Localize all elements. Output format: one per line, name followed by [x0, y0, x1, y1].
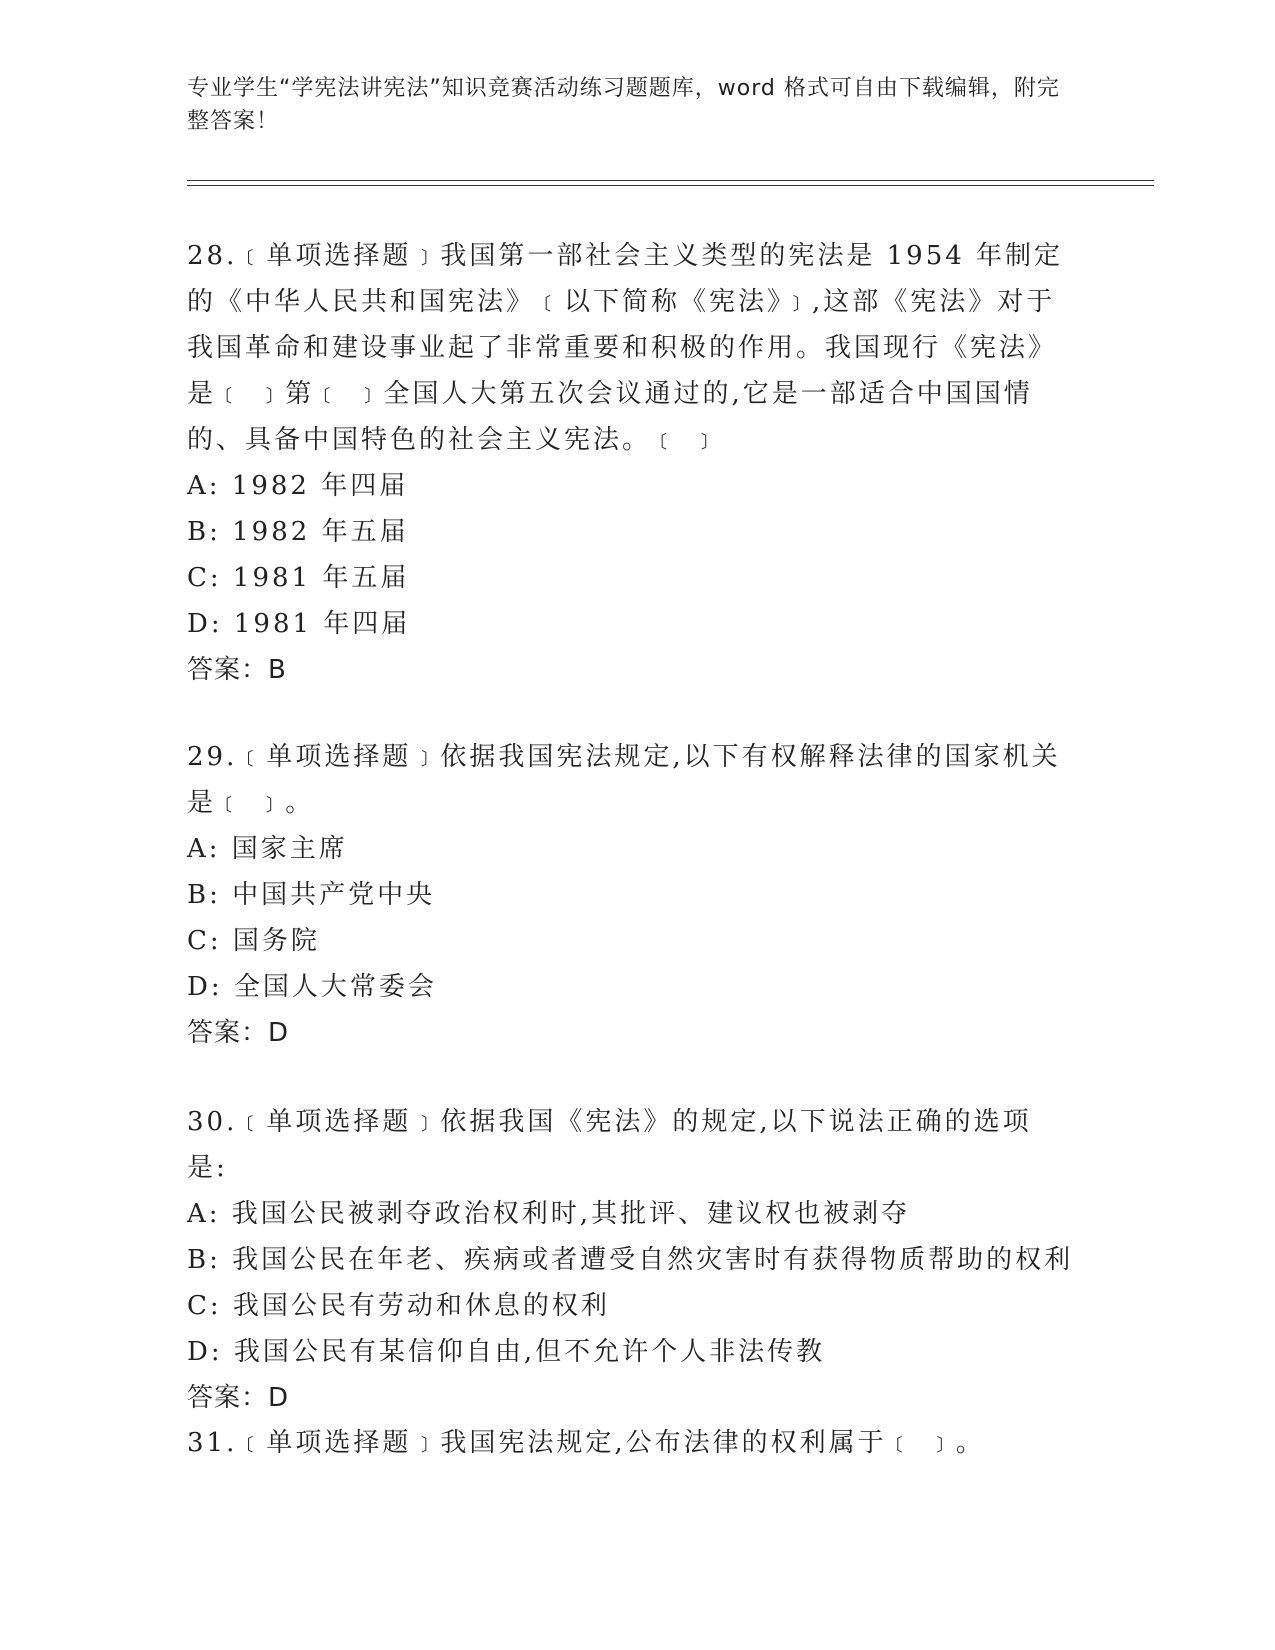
option-b: B: 中国共产党中央 — [187, 880, 436, 910]
option-d: D: 1981 年四届 — [187, 609, 411, 639]
question-28 — [187, 233, 1067, 693]
question-30 — [187, 1099, 1074, 1421]
question-stem: 31.﹝单项选择题﹞我国宪法规定,公布法律的权利属于﹝ ﹞。 — [187, 1428, 985, 1458]
option-a: A: 1982 年四届 — [187, 471, 409, 501]
option-c: C: 国务院 — [187, 926, 320, 956]
header-divider-top — [187, 180, 1154, 181]
answer-label: 答案：D — [187, 1018, 290, 1048]
answer-label: 答案：D — [187, 1383, 290, 1413]
question-31 — [187, 1420, 1067, 1466]
option-b: B: 1982 年五届 — [187, 517, 409, 547]
option-a: A: 我国公民被剥夺政治权利时,其批评、建议权也被剥夺 — [187, 1199, 911, 1229]
question-stem: 29.﹝单项选择题﹞依据我国宪法规定,以下有权解释法律的国家机关是﹝ ﹞。 — [187, 742, 1061, 818]
option-a: A: 国家主席 — [187, 834, 348, 864]
option-c: C: 我国公民有劳动和休息的权利 — [187, 1291, 610, 1321]
option-d: D: 全国人大常委会 — [187, 972, 437, 1002]
page-header-title: 专业学生“学宪法讲宪法”知识竞赛活动练习题题库，word 格式可自由下载编辑，附完整答案！ — [187, 76, 1060, 134]
question-29 — [187, 734, 1067, 1056]
option-c: C: 1981 年五届 — [187, 563, 410, 593]
question-stem: 30.﹝单项选择题﹞依据我国《宪法》的规定,以下说法正确的选项是: — [187, 1107, 1032, 1183]
answer-label: 答案：B — [187, 655, 287, 685]
header-divider-bottom — [187, 185, 1154, 186]
question-stem: 28.﹝单项选择题﹞我国第一部社会主义类型的宪法是 1954 年制定的《中华人民共和国宪法》﹝以下简称《宪法》﹞,这部《宪法》对于我国革命和建设事业起了非常重要和积极的作用。我国现行《宪法》是﹝ ﹞第﹝ ﹞全国人大第五次会议通过的,它是一部适合中国国情的、具备中国特色的社会主义宪法。﹝ ﹞ — [187, 241, 1064, 455]
option-b: B: 我国公民在年老、疾病或者遭受自然灾害时有获得物质帮助的权利 — [187, 1245, 1074, 1275]
option-d: D: 我国公民有某信仰自由,但不允许个人非法传教 — [187, 1337, 826, 1367]
